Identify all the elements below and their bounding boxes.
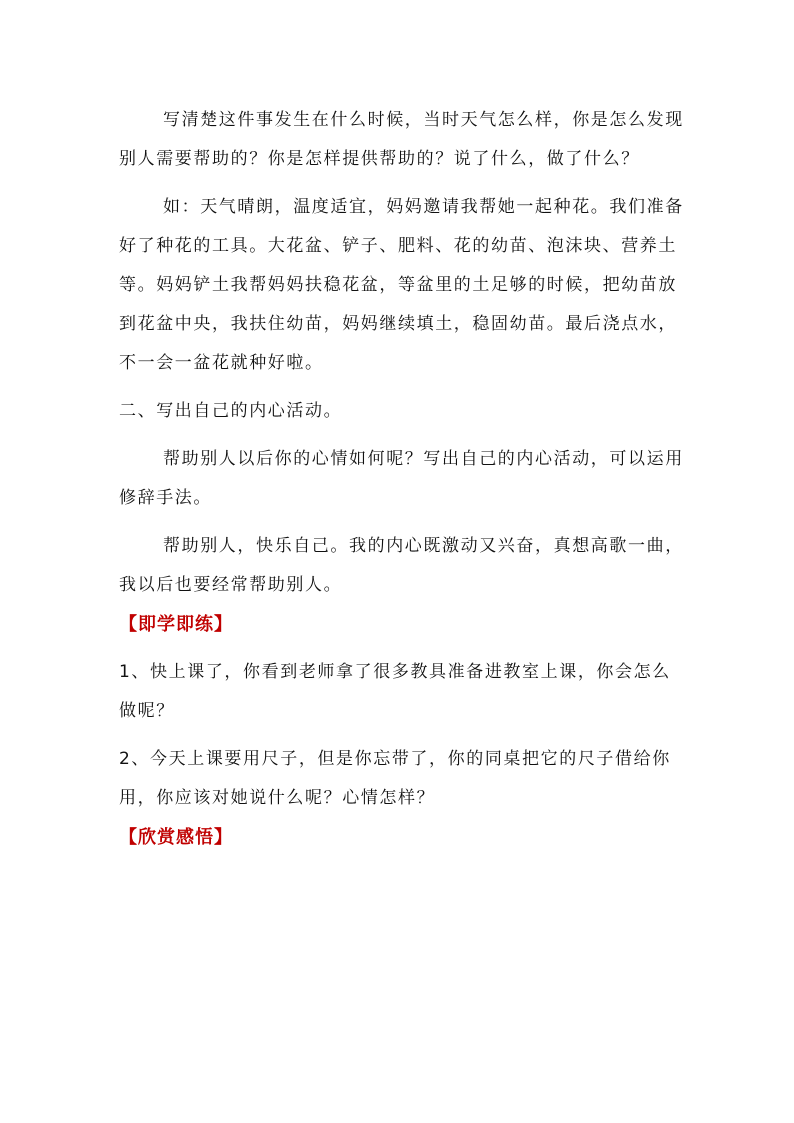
paragraph-example: 如：天气晴朗，温度适宜，妈妈邀请我帮她一起种花。我们准备好了种花的工具。大花盆、铲子、肥料、花的幼苗、泡沫块、营养土等。妈妈铲土我帮妈妈扶稳花盆，等盆里的土足够的时候，把幼苗放到花盆中央，我扶住幼苗，妈妈继续填土，稳固幼苗。最后浇点水，不一会一盆花就种好啦。 <box>119 197 684 373</box>
paragraph-instruction: 写清楚这件事发生在什么时候，当时天气怎么样，你是怎么发现别人需要帮助的？你是怎样提供帮助的？说了什么，做了什么？ <box>119 110 684 169</box>
question-item: 2、今天上课要用尺子，但是你忘带了，你的同桌把它的尺子借给你用，你应该对她说什么呢？心情怎样？ <box>119 749 671 808</box>
question-item: 1、快上课了，你看到老师拿了很多教具准备进教室上课，你会怎么做呢？ <box>119 662 671 721</box>
document-body <box>119 101 684 857</box>
paragraph-inner-activity-example: 帮助别人，快乐自己。我的内心既激动又兴奋，真想高歌一曲，我以后也要经常帮助别人。 <box>119 536 684 595</box>
section-heading-practice: 【即学即练】 <box>119 614 233 635</box>
paragraph-inner-activity-instruction: 帮助别人以后你的心情如何呢？写出自己的内心活动，可以运用修辞手法。 <box>119 449 684 508</box>
section-heading-appreciation: 【欣赏感悟】 <box>119 827 233 848</box>
section-heading-inner-activity: 二、写出自己的内心活动。 <box>119 401 343 421</box>
